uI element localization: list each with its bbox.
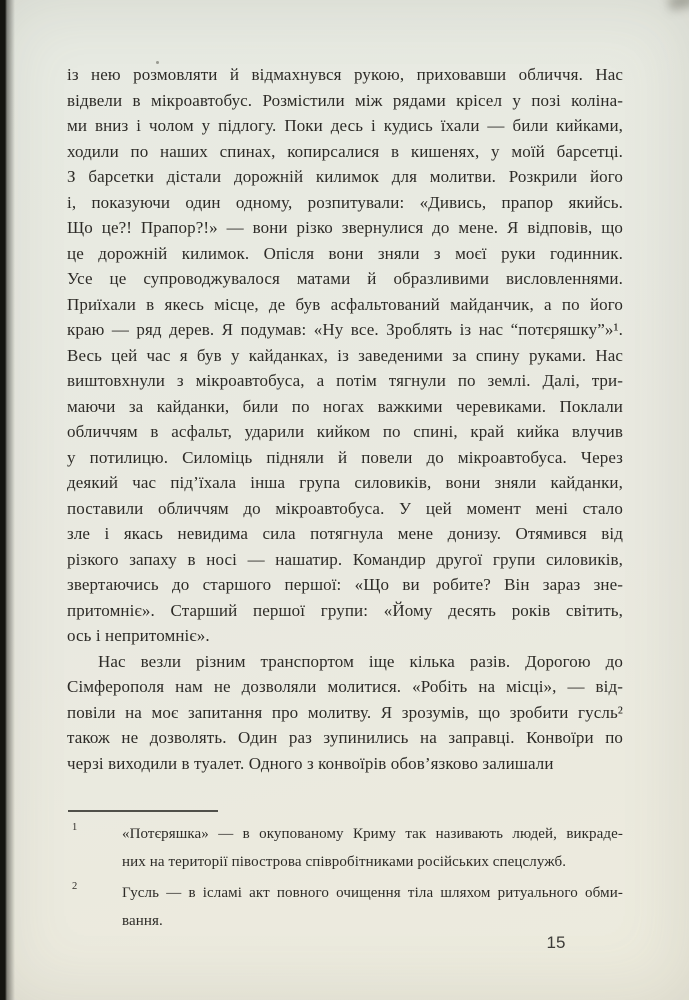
text-line: обличчям в асфальт, ударили кийком по спині, край кийка влучив [67,422,623,441]
footnote-marker: 2 [72,881,78,892]
text-line: Сімферополя нам не дозволяли молитися. «Робіть на місці», — від- [67,677,623,696]
page-number: 15 [546,933,566,952]
text-line: них на території півострова співробітниками російських спецслужб. [122,854,567,870]
text-line: різкого запаху в носі — нашатир. Командир другої групи силовиків, [67,549,623,569]
body-text [67,62,623,776]
text-line: «Потєряшка» — в окупованому Криму так називають людей, викраде- [122,826,623,842]
text-line: вання. [122,913,163,929]
text-line: ходили по наших спинах, копирсалися в кишенях, у моїй барсетці. [67,141,623,161]
text-line: притомніє». Старший першої групи: «Йому десять років світить, [67,600,623,620]
text-line: зле і якась невидима сила потягнула мене донизу. Отямився від [67,524,623,543]
text-line: і, показуючи один одному, розпитували: «Дивись, прапор якийсь. [67,192,623,212]
text-line: звертаючись до старшого першої: «Що ви робите? Він зараз зне- [67,575,623,594]
text-line: це дорожній килимок. Опісля вони зняли з моєї руки годинник. [67,243,623,263]
footnote [67,820,623,876]
text-line: Нас везли різним транспортом іще кілька разів. Дорогою до [98,651,623,671]
text-line: Гусль — в ісламі акт повного очищення тіла шляхом ритуального обми- [122,885,623,901]
paragraph [67,62,623,649]
footnote-text [122,820,623,876]
text-line: краю — ряд дерев. Я подумав: «Ну все. Зроблять із нас “потєряшку”»¹. [67,320,623,339]
text-line: ми вниз і чолом у підлогу. Поки десь і кудись їхали — били кийками, [67,116,623,135]
text-line: черзі виходили в туалет. Одного з конвоїрів обов’язково залишали [67,753,554,773]
text-line: деякий час під’їхала інша група силовиків, вони зняли кайданки, [67,473,623,492]
footnote-text [122,879,623,935]
text-line: З барсетки дістали дорожній килимок для молитви. Розкрили його [67,167,623,186]
footnote-marker: 1 [72,822,78,833]
text-line: Весь цей час я був у кайданках, із заведеними за спину руками. Нас [67,345,623,365]
text-line: також не дозволять. Один раз зупинились на заправці. Конвоїри по [67,728,623,747]
footnotes-section [67,810,623,935]
text-line: відвели в мікроавтобус. Розмістили між рядами крісел у позі коліна- [67,90,623,110]
text-line: виштовхнули з мікроавтобуса, а потім тягнули по землі. Далі, три- [67,371,623,390]
text-line: повіли на моє запитання про молитву. Я зрозумів, що зробити гусль² [67,702,623,722]
text-line: маючи за кайданки, били по ногах важкими черевиками. Поклали [67,396,623,416]
text-line: у потилицю. Силоміць підняли й повели до мікроавтобуса. Через [67,447,623,467]
scan-edge-shadow [0,0,16,1000]
text-line: Усе це супроводжувалося матами й образливими висловленнями. [67,269,623,288]
text-line: Приїхали в якесь місце, де був асфальтований майданчик, а по його [67,294,623,314]
text-line: ось і непритомніє». [67,626,210,645]
scan-corner-shade [668,0,689,11]
text-line: поставили обличчям до мікроавтобуса. У цей момент мені стало [67,498,623,518]
paragraph [67,649,623,777]
text-line: із нею розмовляти й відмахнувся рукою, приховавши обличчя. Нас [67,65,623,84]
footnote [67,879,623,935]
text-line: Що це?! Прапор?!» — вони різко звернулися до мене. Я відповів, що [67,218,623,237]
footnote-divider [68,810,218,812]
